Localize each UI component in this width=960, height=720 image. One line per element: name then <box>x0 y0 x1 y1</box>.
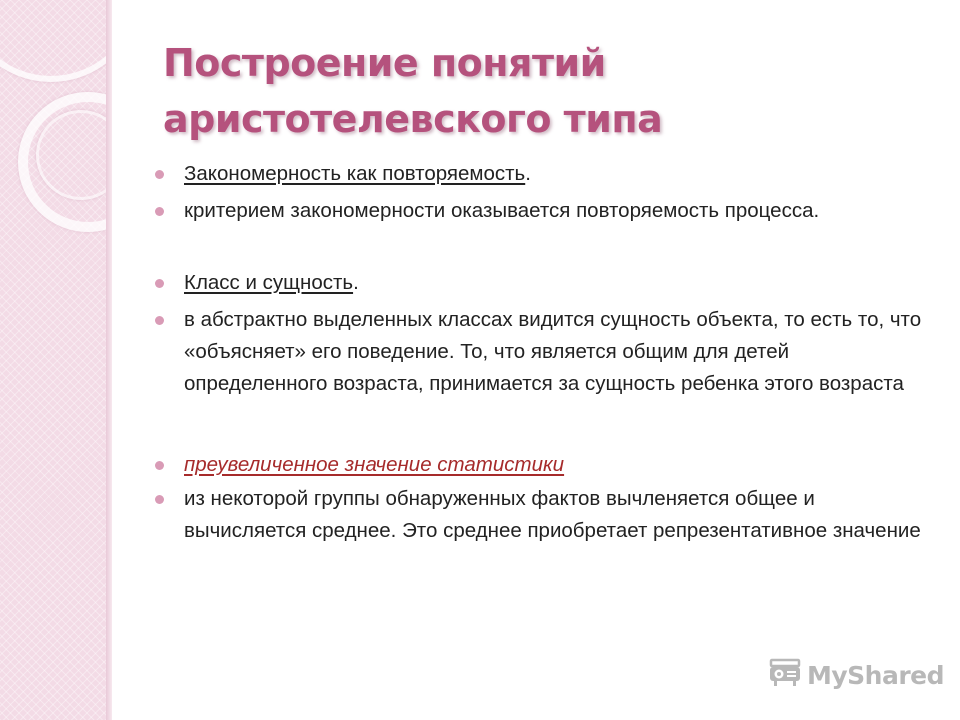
bullet-dot-icon <box>155 170 164 179</box>
bullet-suffix: . <box>353 271 359 294</box>
bullet-dot-icon <box>155 461 164 470</box>
bullet-dot-icon <box>155 316 164 325</box>
decorative-side-strip <box>0 0 106 720</box>
list-item <box>155 483 935 547</box>
title-line-2: аристотелевского типа <box>163 97 663 141</box>
bullet-heading: Класс и сущность <box>184 271 354 294</box>
list-item <box>155 304 935 400</box>
watermark-logo <box>768 658 944 693</box>
bullet-dot-icon <box>155 495 164 504</box>
bullet-dot-icon <box>155 279 164 288</box>
list-item <box>155 449 935 481</box>
bullet-suffix: . <box>525 162 531 185</box>
title-line-1: Построение понятий <box>163 41 606 85</box>
bullet-text: в абстрактно выделенных классах видится сущность объекта, то есть то, что «объясняет» его поведение. То, что является общим для детей определенного возраста, принимается за сущность ребенка этого возраста <box>184 308 922 395</box>
watermark-text: MyShared <box>807 661 945 690</box>
bullet-text: из некоторой группы обнаруженных фактов вычленяется общее и вычисляется среднее. Это среднее приобретает репрезентативное значение <box>184 487 921 542</box>
list-item <box>155 267 935 299</box>
projector-icon <box>768 658 802 693</box>
bullet-list <box>155 158 935 547</box>
bullet-heading: Закономерность как повторяемость <box>184 162 526 185</box>
bullet-text: критерием закономерности оказывается повторяемость процесса. <box>184 199 820 222</box>
slide-title <box>163 35 923 147</box>
list-item <box>155 195 935 227</box>
bullet-dot-icon <box>155 207 164 216</box>
bullet-heading-accent: преувеличенное значение статистики <box>184 453 565 476</box>
side-strip-edge <box>106 0 112 720</box>
list-item <box>155 158 935 190</box>
decorative-ring <box>0 0 106 82</box>
